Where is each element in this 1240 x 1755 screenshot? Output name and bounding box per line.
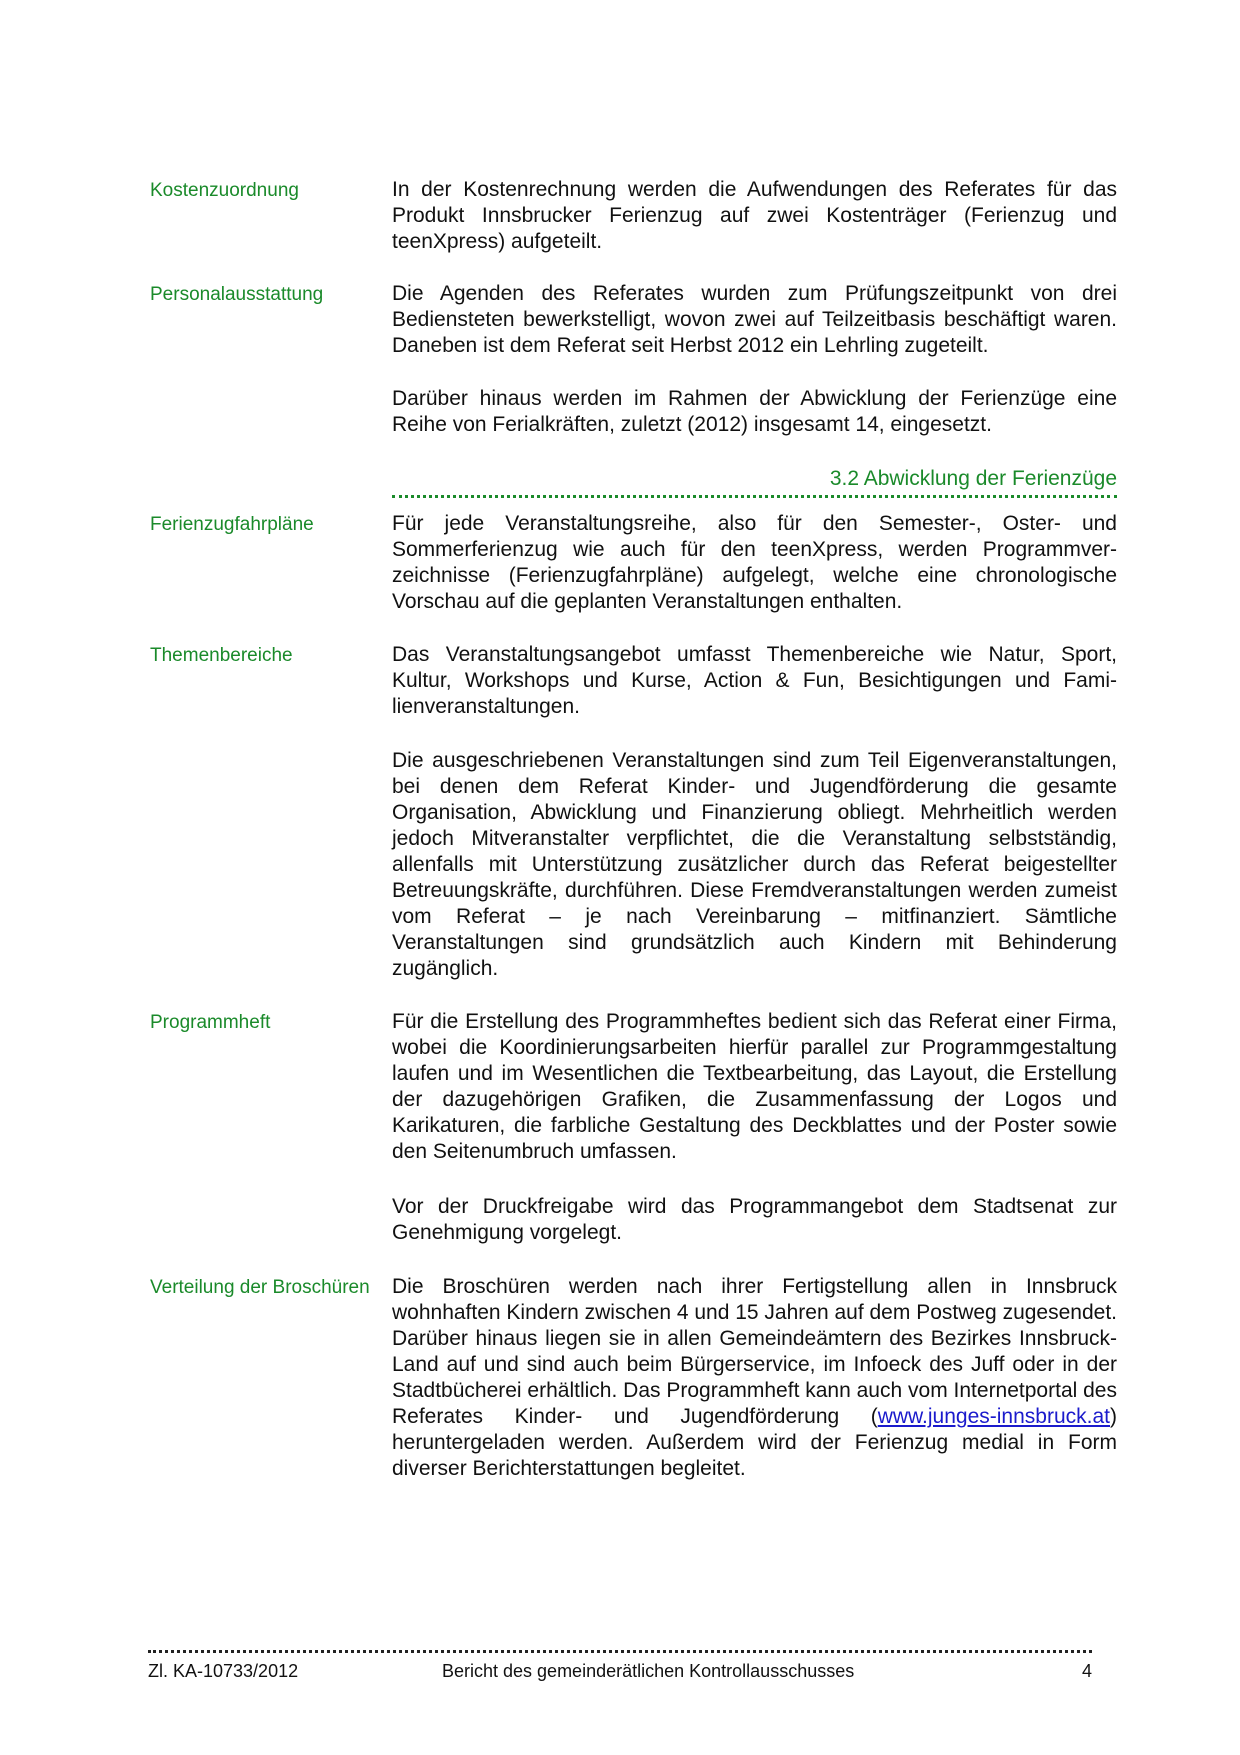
heading-dotted-rule <box>392 495 1117 498</box>
paragraph-programmheft-1: Für die Erstellung des Programmheftes bedient sich das Referat einer Firma, wobei die Koordinierungsarbeiten hierfür parallel zur Programmgestaltung laufen und im Wesentlichen die Textbearbeitung, das Layout, die Erstellung der dazugehörigen Grafiken, die Zusammenfassung der Logos und Karikaturen, die farbliche Gestaltung des Deckblattes und der Poster sowie den Seitenumbruch umfassen. <box>392 1010 1117 1163</box>
paragraph-kostenzuordnung: In der Kostenrechnung werden die Aufwendungen des Referates für das Produkt Innsbrucker Ferienzug auf zwei Kostenträger (Ferienzug und teenXpress) aufgeteilt. <box>392 178 1117 253</box>
margin-label-kostenzuordnung: Kostenzuordnung <box>150 180 299 201</box>
paragraph-verteilung <box>392 1274 1117 1482</box>
paragraph-themenbereiche-2: Die ausgeschriebenen Veranstaltungen sind zum Teil Eigenveranstaltungen, bei denen dem Referat Kinder- und Jugendförderung die gesamte Organisation, Abwicklung und Finanzierung obliegt. Mehrheitlich werden jedoch Mitveranstalter verpflichtet, die die Veranstaltung selbstständig, allenfalls mit Unterstützung zusätzlicher durch das Referat beigestellter Betreuungskräfte, durchführen. Diese Fremdveranstaltungen werden zumeist vom Referat – je nach Vereinbarung – mitfinanziert. Sämtliche Veranstaltungen sind grundsätzlich auch Kindern mit Behinderung zugänglich. <box>392 749 1117 980</box>
footer-page-number: 4 <box>1081 1661 1092 1681</box>
paragraph-personalausstattung-1: Die Agenden des Referates wurden zum Prüfungszeitpunkt von drei Bediensteten bewerkstelligt, wovon zwei auf Teilzeitbasis beschäftigt waren. Daneben ist dem Referat seit Herbst 2012 ein Lehrling zugeteilt. <box>392 282 1117 357</box>
footer-reference: Zl. KA-10733/2012 <box>148 1661 299 1681</box>
paragraph-personalausstattung-2: Darüber hinaus werden im Rahmen der Abwicklung der Ferienzüge eine Reihe von Ferialkräften, zuletzt (2012) insgesamt 14, eingesetzt. <box>392 387 1117 436</box>
paragraph-ferienzugfahrplaene: Für jede Veranstaltungsreihe, also für den Semester-, Oster- und Sommerferienzug wie auch für den teenXpress, werden Programmverzeichnisse (Ferienzugfahrpläne) aufgelegt, welche eine chronologische Vorschau auf die geplanten Veranstaltungen enthalten. <box>392 512 1117 613</box>
paragraph-verteilung-text-post: ) heruntergeladen werden. Außerdem wird der Ferienzug medial in Form diverser Berichterstattungen begleitet. <box>392 1405 1117 1480</box>
margin-label-themenbereiche: Themenbereiche <box>150 645 293 666</box>
margin-label-personalausstattung: Personalausstattung <box>150 284 324 305</box>
paragraph-themenbereiche-1: Das Veranstaltungsangebot umfasst Themenbereiche wie Natur, Sport, Kultur, Workshops und Kurse, Action & Fun, Besichtigungen und Familienveranstaltungen. <box>392 643 1117 718</box>
website-link[interactable]: www.junges-innsbruck.at <box>877 1405 1110 1428</box>
footer-dotted-rule <box>148 1650 1092 1653</box>
margin-label-programmheft: Programmheft <box>150 1012 271 1033</box>
paragraph-programmheft-2: Vor der Druckfreigabe wird das Programmangebot dem Stadtsenat zur Genehmigung vorgelegt. <box>392 1195 1117 1244</box>
paragraph-verteilung-text-pre: Die Broschüren werden nach ihrer Fertigstellung allen in Innsbruck wohnhaften Kindern zwischen 4 und 15 Jahren auf dem Postweg zugesendet. Darüber hinaus liegen sie in allen Gemeindeämtern des Bezirkes Innsbruck-Land auf und sind auch beim Bürgerservice, im Infoeck des Juff oder in der Stadtbücherei erhältlich. Das Programmheft kann auch vom Internetportal des Referates Kinder- und Jugendförderung ( <box>392 1275 1117 1428</box>
margin-label-ferienzugfahrplaene: Ferienzugfahrpläne <box>150 514 314 535</box>
margin-label-verteilung: Verteilung der Broschüren <box>150 1277 370 1298</box>
footer-title: Bericht des gemeinderätlichen Kontrollausschusses <box>442 1661 855 1681</box>
section-heading: 3.2 Abwicklung der Ferienzüge <box>829 467 1117 490</box>
